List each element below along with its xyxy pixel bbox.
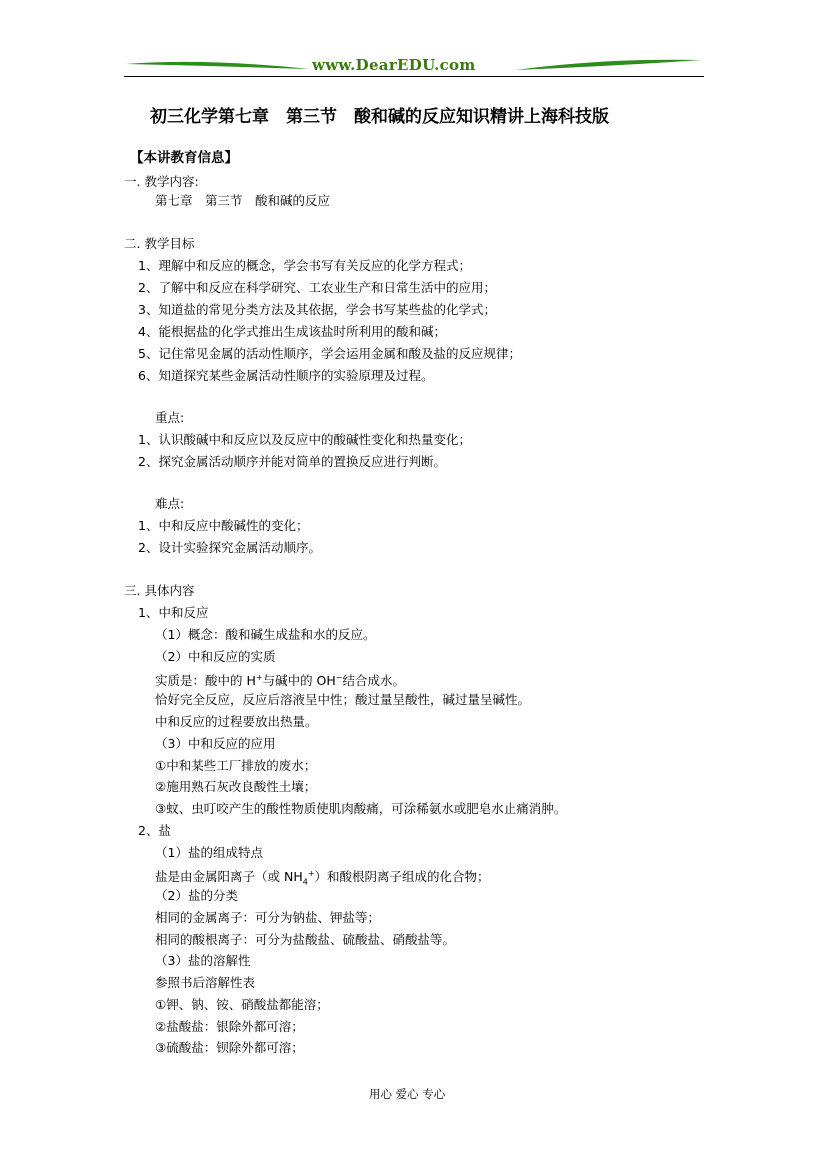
p2-comp: 盐是由金属阳离子（或 $NH_4^+$）和酸根阴离子组成的化合物； [155,869,490,887]
p2-sol-ref: 参照书后溶解性表 [155,975,256,990]
goal-item: 5、记住常见金属的活动性顺序，学会运用金属和酸及盐的反应规律； [138,346,521,361]
difficult-point: 1、中和反应中酸碱性的变化； [138,518,309,533]
page-footer: 用心 爱心 专心 [369,1087,446,1101]
goal-item: 1、理解中和反应的概念，学会书写有关反应的化学方程式； [138,258,471,273]
key-label: 重点: [155,410,185,425]
p2-sol-item: ③硫酸盐：钡除外都可溶； [155,1040,304,1055]
p1-app-item: ①中和某些工厂排放的废水； [155,758,317,773]
site-header [124,54,704,78]
goal-item: 6、知道探究某些金属活动性顺序的实验原理及过程。 [138,368,434,383]
p2-class-item: 相同的酸根离子：可分为盐酸盐、硫酸盐、硝酸盐等。 [155,932,456,947]
p1-exact: 恰好完全反应，反应后溶液呈中性；酸过量呈酸性，碱过量呈碱性。 [155,692,531,707]
section1-heading: 一. 教学内容: [124,174,199,189]
goal-item: 3、知道盐的常见分类方法及其依据，学会书写某些盐的化学式； [138,302,496,317]
p2-class-title: （2）盐的分类 [155,888,238,903]
goal-item: 4、能根据盐的化学式推出生成该盐时所利用的酸和碱； [138,324,446,339]
difficult-point: 2、设计实验探究金属活动顺序。 [138,540,321,555]
p1-app-item: ②施用熟石灰改良酸性土壤； [155,779,317,794]
key-point: 1、认识酸碱中和反应以及反应中的酸碱性变化和热量变化； [138,432,471,447]
p1-heat: 中和反应的过程要放出热量。 [155,714,318,729]
p2-sol-title: （3）盐的溶解性 [155,953,251,968]
section3-heading: 三. 具体内容 [124,583,195,598]
p2-title: 2、盐 [138,823,171,838]
p1-title: 1、中和反应 [138,605,209,620]
p1-app-title: （3）中和反应的应用 [155,736,276,751]
header-divider [124,76,704,77]
p2-comp-title: （1）盐的组成特点 [155,845,263,860]
info-heading: 【本讲教育信息】 [130,150,238,166]
p1-concept: （1）概念：酸和碱生成盐和水的反应。 [155,627,376,642]
p1-essence-title: （2）中和反应的实质 [155,649,276,664]
site-name[interactable]: www.DearEDU.com [312,56,476,74]
p2-class-item: 相同的金属离子：可分为钠盐、钾盐等； [155,910,381,925]
section1-content: 第七章 第三节 酸和碱的反应 [155,193,331,208]
p2-sol-item: ①钾、钠、铵、硝酸盐都能溶； [155,997,329,1012]
p2-sol-item: ②盐酸盐：银除外都可溶； [155,1019,304,1034]
p1-app-item: ③蚊、虫叮咬产生的酸性物质使肌肉酸痛，可涂稀氨水或肥皂水止痛消肿。 [155,801,567,816]
goal-item: 2、了解中和反应在科学研究、工农业生产和日常生活中的应用； [138,280,496,295]
p1-essence: 实质是：酸中的 H+与碱中的 OH−结合成水。 [155,673,406,689]
key-point: 2、探究金属活动顺序并能对简单的置换反应进行判断。 [138,454,446,469]
difficult-label: 难点: [155,496,185,511]
page-title: 初三化学第七章 第三节 酸和碱的反应知识精讲上海科技版 [150,107,609,127]
section2-heading: 二. 教学目标 [124,236,195,251]
